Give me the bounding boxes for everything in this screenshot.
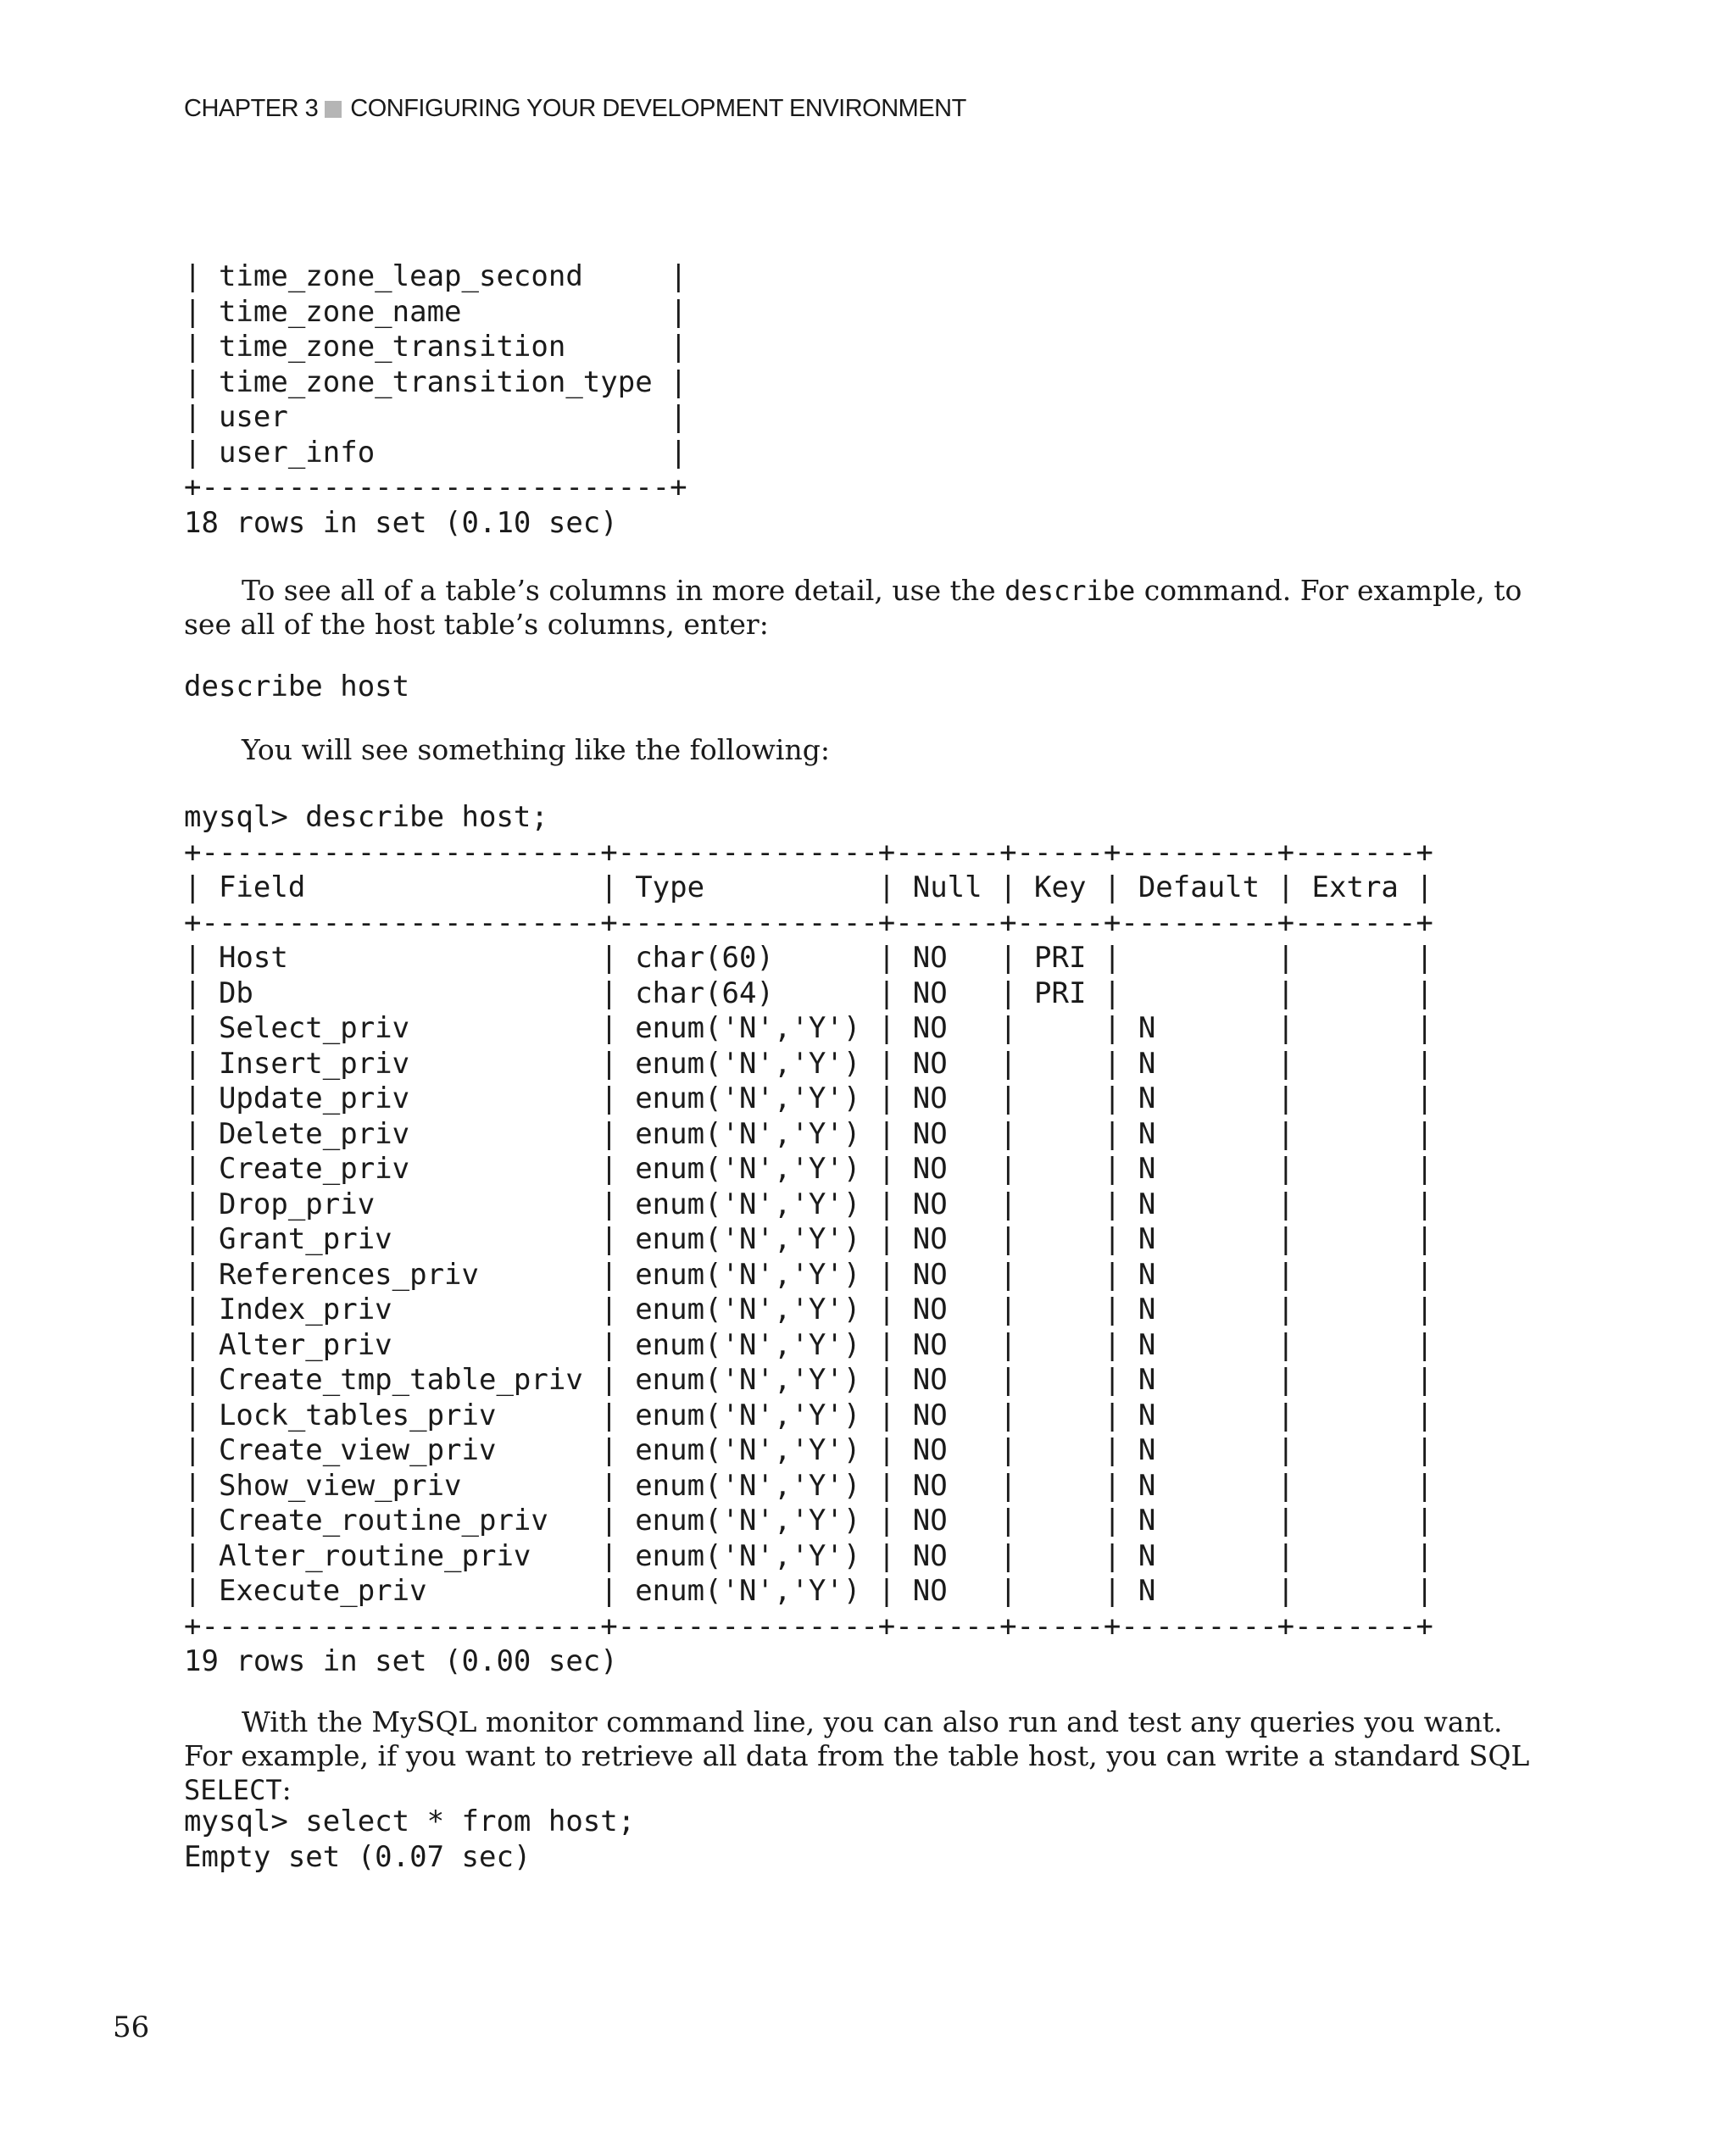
square-separator-icon xyxy=(325,101,342,118)
paragraph-text: : xyxy=(281,1773,292,1806)
code-block-select-output: mysql> select * from host; Empty set (0.07 sec) xyxy=(184,1805,636,1874)
chapter-title: CONFIGURING YOUR DEVELOPMENT ENVIRONMENT xyxy=(350,95,966,122)
code-block-table-list: | time_zone_leap_second | | time_zone_name | | time_zone_transition | | time_zone_transition_type | | user | | user_info | +---------------------------+ 18 rows in set (0.10 sec) xyxy=(184,259,687,540)
running-head xyxy=(184,95,966,123)
inline-code-select: SELECT xyxy=(184,1774,282,1806)
inline-code-describe: describe xyxy=(1004,575,1136,607)
paragraph-output-intro: You will see something like the following: xyxy=(242,733,830,766)
paragraph-text: command. For example, to see all of the host table’s columns, enter: xyxy=(184,574,1522,641)
chapter-label: CHAPTER 3 xyxy=(184,95,319,122)
paragraph-text: To see all of a table’s columns in more detail, use the xyxy=(242,574,1005,607)
page-number: 56 xyxy=(113,2010,150,2044)
paragraph-describe-intro xyxy=(184,574,1540,642)
code-block-describe-output: mysql> describe host; +-----------------------+---------------+------+-----+---------+-------+ | Field | Type | Null | Key | Default | Extra | +-----------------------+---------------+------+-----+---------+-------+ | Host | char(60) | NO | PRI | | | | Db | char(64) | NO | PRI | | | | Select_priv | enum('N','Y') | NO | | N | | | Insert_priv | enum('N','Y') | NO | | N | | | Update_priv | enum('N','Y') | NO | | N | | | Delete_priv | enum('N','Y') | NO | | N | | | Create_priv | enum('N','Y') | NO | | N | | | Drop_priv | enum('N','Y') | NO | | N | | | Grant_priv | enum('N','Y') | NO | | N | | | References_priv | enum('N','Y') | NO | | N | | | Index_priv | enum('N','Y') | NO | | N | | | Alter_priv | enum('N','Y') | NO | | N | | | Create_tmp_table_priv | enum('N','Y') | NO | | N | | | Lock_tables_priv | enum('N','Y') | NO | | N | | | Create_view_priv | enum('N','Y') | NO | | N | | | Show_view_priv | enum('N','Y') | NO | | N | | | Create_routine_priv | enum('N','Y') | NO | | N | | | Alter_routine_priv | enum('N','Y') | NO | | N | | | Execute_priv | enum('N','Y') | NO | | N | | +-----------------------+---------------+------+-----+---------+-------+ 19 rows in set (0.00 sec) xyxy=(184,800,1433,1678)
code-block-describe-command: describe host xyxy=(184,670,410,703)
paragraph-select-intro xyxy=(184,1705,1540,1807)
paragraph-text: With the MySQL monitor command line, you can also run and test any queries you want. For example, if you want to retrieve all data from the table host, you can write a standard SQL xyxy=(184,1705,1530,1772)
